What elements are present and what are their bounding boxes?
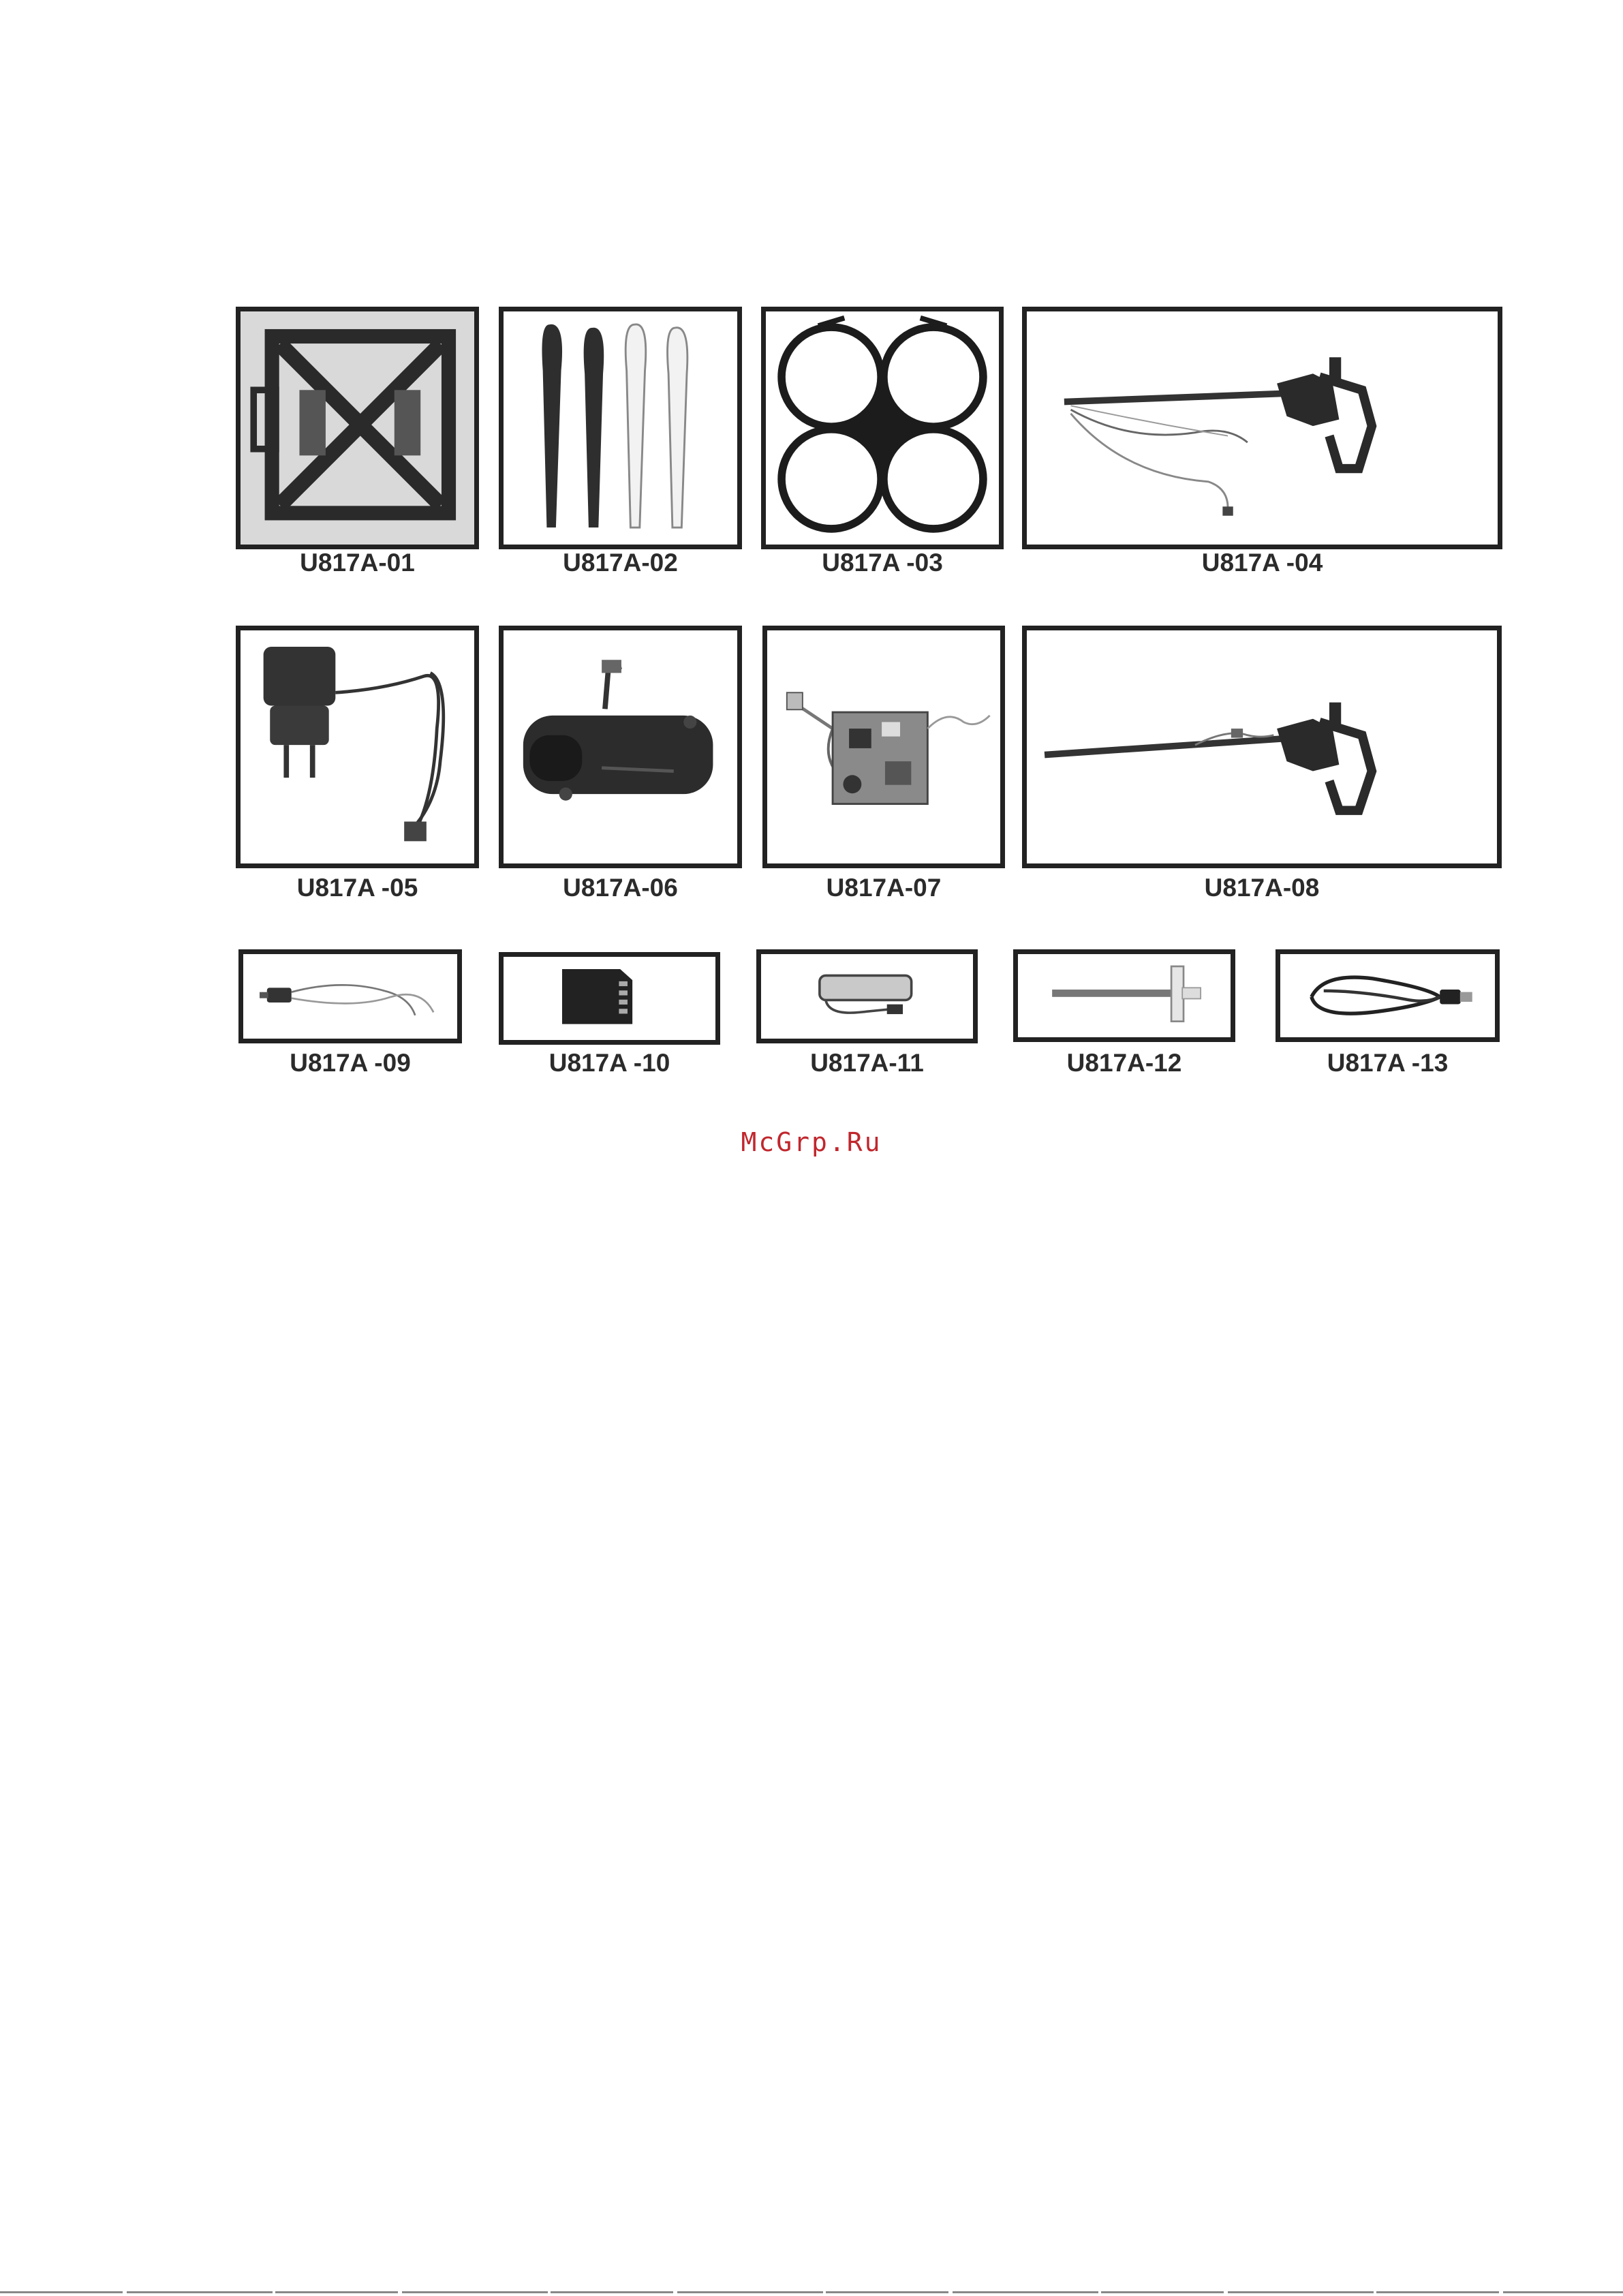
battery-icon: [761, 954, 973, 1039]
protection-guard-icon: [766, 311, 999, 545]
part-03-code: U817A -03: [822, 549, 943, 577]
part-06-code: U817A-06: [563, 874, 678, 902]
part-02-image: [499, 307, 742, 549]
memory-card-icon: [504, 957, 715, 1040]
charger-icon: [241, 630, 474, 863]
part-01-image: [236, 307, 479, 549]
part-11-code: U817A-11: [810, 1049, 924, 1077]
part-05-code: U817A -05: [296, 874, 418, 902]
part-04-image: [1022, 307, 1502, 549]
part-10-image: [499, 952, 720, 1045]
camera-icon: [504, 630, 737, 863]
part-06-image: [499, 626, 742, 868]
usb-cable-icon: [1280, 954, 1495, 1037]
part-12-image: [1013, 949, 1235, 1042]
part-03-image: [761, 307, 1004, 549]
motor-arm-icon: [1027, 311, 1498, 545]
page-bottom-rule: [0, 2291, 1623, 2293]
motor-icon: [243, 954, 457, 1039]
part-08-code: U817A-08: [1204, 874, 1320, 902]
frame-icon: [241, 311, 474, 545]
part-07-image: [762, 626, 1005, 868]
part-10-code: U817A -10: [548, 1049, 670, 1077]
part-05-image: [236, 626, 479, 868]
part-01-code: U817A-01: [300, 549, 415, 577]
part-09-code: U817A -09: [290, 1049, 411, 1077]
watermark-link[interactable]: McGrp.Ru: [741, 1127, 882, 1157]
part-09-image: [238, 949, 462, 1043]
propeller-blades-icon: [504, 311, 737, 545]
motor-arm-icon: [1027, 630, 1497, 863]
part-04-code: U817A -04: [1201, 549, 1323, 577]
part-11-image: [756, 949, 978, 1043]
part-12-code: U817A-12: [1066, 1049, 1182, 1077]
part-13-image: [1276, 949, 1500, 1042]
part-08-image: [1022, 626, 1502, 868]
gear-shaft-icon: [1018, 954, 1231, 1037]
part-02-code: U817A-02: [563, 549, 678, 577]
circuit-board-icon: [767, 630, 1000, 863]
part-07-code: U817A-07: [826, 874, 942, 902]
part-13-code: U817A -13: [1327, 1049, 1449, 1077]
